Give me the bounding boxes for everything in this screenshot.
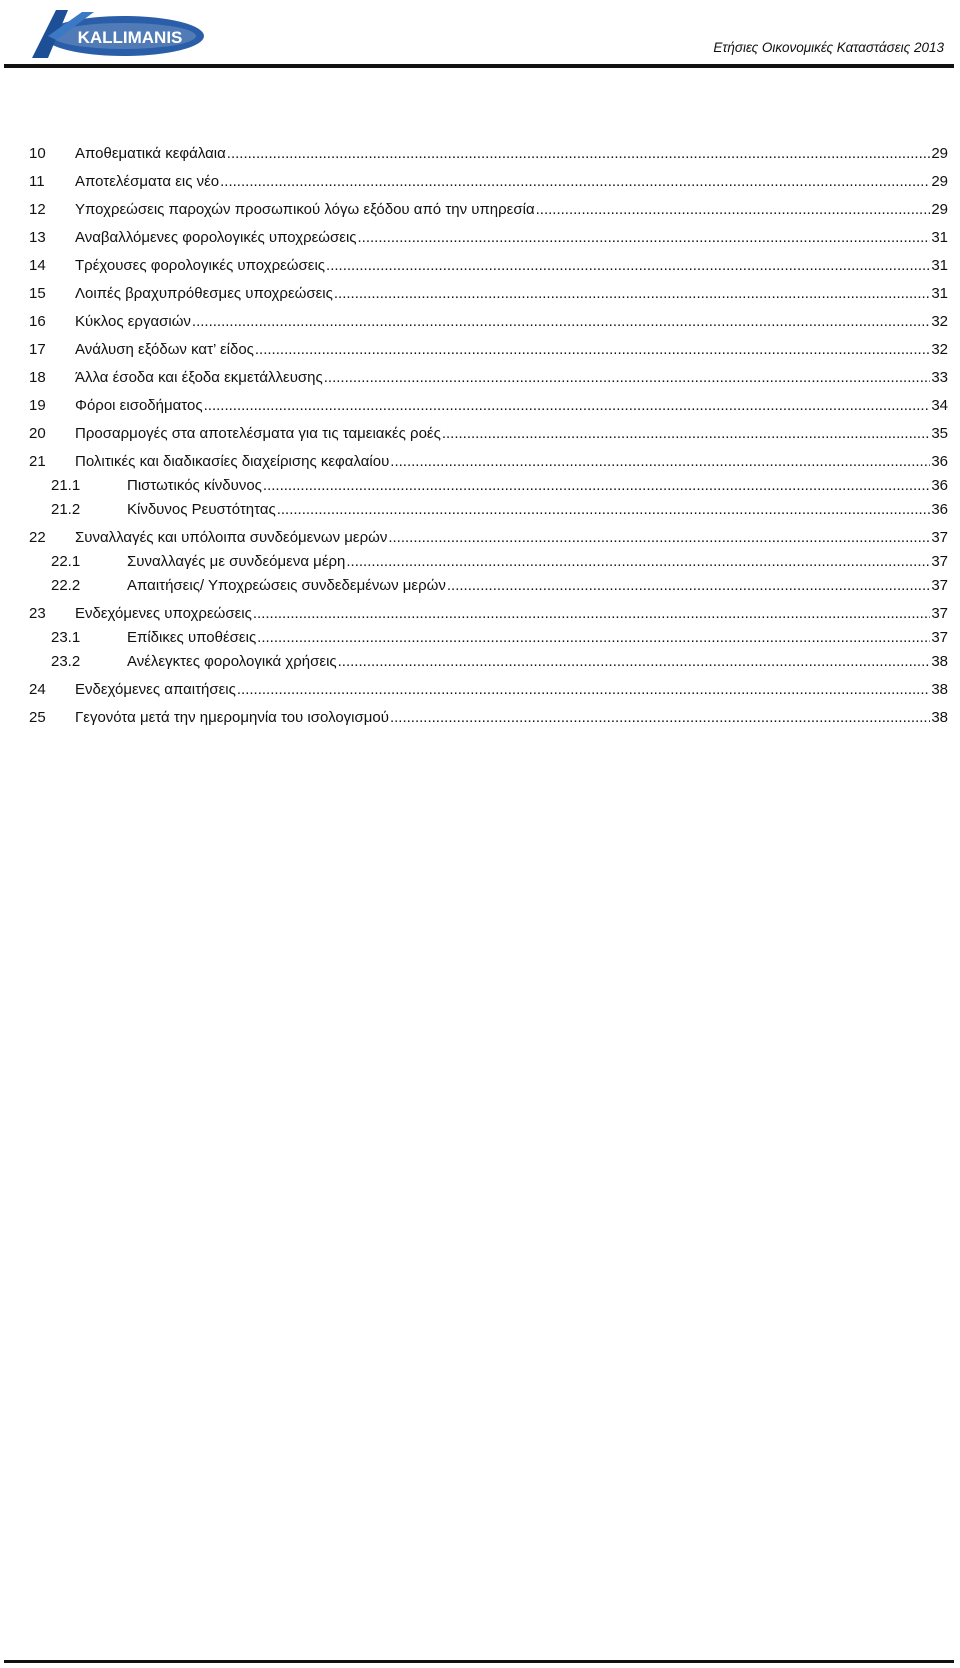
toc-entry-title: Ανάλυση εξόδων κατ’ είδος	[75, 341, 254, 358]
toc-entry-title: Φόροι εισοδήματος	[75, 397, 203, 414]
header-divider	[4, 64, 954, 68]
toc-entry-page: 37	[931, 529, 948, 546]
toc-entry-number: 19	[29, 397, 46, 414]
toc-entry-title: Άλλα έσοδα και έξοδα εκμετάλλευσης	[75, 369, 323, 386]
toc-entry-number: 21.2	[51, 501, 81, 518]
toc-dot-leader	[388, 527, 930, 549]
toc-dot-leader	[277, 499, 931, 521]
toc-entry-number: 24	[29, 681, 46, 698]
toc-entry-page: 36	[931, 453, 948, 470]
toc-entry[interactable]	[29, 255, 948, 277]
toc-dot-leader	[334, 283, 930, 305]
toc-entry-number: 23.1	[51, 629, 81, 646]
toc-entry-page: 37	[931, 629, 948, 646]
toc-entry-title: Πιστωτικός κίνδυνος	[127, 477, 262, 494]
toc-dot-leader	[263, 475, 930, 497]
toc-entry-number: 23.2	[51, 653, 81, 670]
toc-entry[interactable]	[29, 367, 948, 389]
toc-dot-leader	[536, 199, 931, 221]
toc-entry-number: 21.1	[51, 477, 81, 494]
toc-entry-page: 37	[931, 553, 948, 570]
toc-entry-title: Πολιτικές και διαδικασίες διαχείρισης κεφαλαίου	[75, 453, 390, 470]
toc-dot-leader	[442, 423, 930, 445]
toc-entry[interactable]	[29, 423, 948, 445]
toc-entry-number: 21	[29, 453, 46, 470]
toc-entry[interactable]	[29, 707, 948, 729]
toc-entry[interactable]	[51, 627, 948, 649]
toc-entry-title: Αναβαλλόμενες φορολογικές υποχρεώσεις	[75, 229, 357, 246]
toc-entry-page: 29	[931, 145, 948, 162]
toc-entry-number: 11	[29, 173, 45, 190]
toc-entry-title: Κύκλος εργασιών	[75, 313, 191, 330]
toc-entry-title: Προσαρμογές στα αποτελέσματα για τις ταμειακές ροές	[75, 425, 441, 442]
toc-entry-page: 31	[931, 229, 948, 246]
toc-entry-number: 22.1	[51, 553, 81, 570]
toc-entry-page: 29	[931, 201, 948, 218]
toc-dot-leader	[447, 575, 930, 597]
toc-entry-number: 10	[29, 145, 46, 162]
toc-entry-number: 20	[29, 425, 46, 442]
toc-entry[interactable]	[29, 339, 948, 361]
kallimanis-logo	[26, 6, 206, 62]
toc-dot-leader	[227, 143, 931, 165]
toc-entry[interactable]	[29, 451, 948, 473]
toc-dot-leader	[326, 255, 930, 277]
toc-entry-number: 16	[29, 313, 46, 330]
toc-entry-page: 38	[931, 681, 948, 698]
toc-entry[interactable]	[29, 199, 948, 221]
toc-dot-leader	[338, 651, 931, 673]
toc-entry[interactable]	[29, 311, 948, 333]
toc-dot-leader	[192, 311, 930, 333]
toc-entry-title: Επίδικες υποθέσεις	[127, 629, 257, 646]
toc-entry[interactable]	[51, 651, 948, 673]
toc-entry[interactable]	[51, 575, 948, 597]
toc-entry-title: Συναλλαγές με συνδεόμενα μέρη	[127, 553, 346, 570]
page-header	[0, 0, 960, 72]
toc-entry[interactable]	[29, 143, 948, 165]
toc-entry-title: Ενδεχόμενες υποχρεώσεις	[75, 605, 252, 622]
toc-entry-page: 36	[931, 477, 948, 494]
logo-text: KALLIMANIS	[77, 28, 183, 47]
toc-entry-page: 36	[931, 501, 948, 518]
toc-entry-title: Συναλλαγές και υπόλοιπα συνδεόμενων μερών	[75, 529, 388, 546]
toc-dot-leader	[358, 227, 931, 249]
toc-dot-leader	[390, 451, 930, 473]
toc-entry-page: 38	[931, 653, 948, 670]
toc-entry-number: 18	[29, 369, 46, 386]
footer-divider	[4, 1660, 954, 1663]
toc-entry-number: 17	[29, 341, 46, 358]
toc-entry-page: 37	[931, 577, 948, 594]
toc-entry-title: Αποτελέσματα εις νέο	[75, 173, 220, 190]
toc-entry-number: 14	[29, 257, 46, 274]
document-title: Ετήσιες Οικονομικές Καταστάσεις 2013	[713, 40, 944, 55]
toc-entry-number: 25	[29, 709, 46, 726]
toc-dot-leader	[257, 627, 930, 649]
toc-entry[interactable]	[51, 551, 948, 573]
toc-entry[interactable]	[29, 395, 948, 417]
toc-entry-title: Ενδεχόμενες απαιτήσεις	[75, 681, 236, 698]
toc-entry-title: Αποθεματικά κεφάλαια	[75, 145, 226, 162]
toc-entry-title: Λοιπές βραχυπρόθεσμες υποχρεώσεις	[75, 285, 333, 302]
toc-entry-page: 37	[931, 605, 948, 622]
toc-entry-page: 31	[931, 285, 948, 302]
toc-entry-page: 35	[931, 425, 948, 442]
toc-entry-title: Απαιτήσεις/ Υποχρεώσεις συνδεδεμένων μερών	[127, 577, 446, 594]
toc-entry-title: Υποχρεώσεις παροχών προσωπικού λόγω εξόδου από την υπηρεσία	[75, 201, 535, 218]
toc-entry-page: 32	[931, 341, 948, 358]
toc-entry-number: 15	[29, 285, 46, 302]
toc-dot-leader	[220, 171, 930, 193]
toc-dot-leader	[324, 367, 931, 389]
toc-entry[interactable]	[29, 227, 948, 249]
toc-entry[interactable]	[29, 283, 948, 305]
toc-entry-title: Ανέλεγκτες φορολογικά χρήσεις	[127, 653, 337, 670]
toc-entry[interactable]	[29, 171, 948, 193]
toc-entry[interactable]	[29, 679, 948, 701]
toc-entry-title: Γεγονότα μετά την ημερομηνία του ισολογισμού	[75, 709, 389, 726]
toc-entry-number: 23	[29, 605, 46, 622]
toc-entry-page: 33	[931, 369, 948, 386]
toc-entry[interactable]	[29, 527, 948, 549]
toc-entry-number: 13	[29, 229, 46, 246]
toc-dot-leader	[255, 339, 930, 361]
toc-entry[interactable]	[51, 499, 948, 521]
toc-dot-leader	[237, 679, 930, 701]
toc-dot-leader	[204, 395, 931, 417]
toc-entry-page: 32	[931, 313, 948, 330]
toc-entry-number: 22	[29, 529, 46, 546]
toc-entry-title: Κίνδυνος Ρευστότητας	[127, 501, 276, 518]
toc-entry-page: 29	[931, 173, 948, 190]
toc-entry-page: 31	[931, 257, 948, 274]
toc-entry[interactable]	[29, 603, 948, 625]
toc-dot-leader	[253, 603, 930, 625]
toc-entry-page: 34	[931, 397, 948, 414]
toc-dot-leader	[390, 707, 930, 729]
toc-dot-leader	[346, 551, 930, 573]
toc-entry[interactable]	[51, 475, 948, 497]
toc-entry-page: 38	[931, 709, 948, 726]
toc-entry-number: 22.2	[51, 577, 81, 594]
toc-entry-title: Τρέχουσες φορολογικές υποχρεώσεις	[75, 257, 326, 274]
toc-entry-number: 12	[29, 201, 46, 218]
